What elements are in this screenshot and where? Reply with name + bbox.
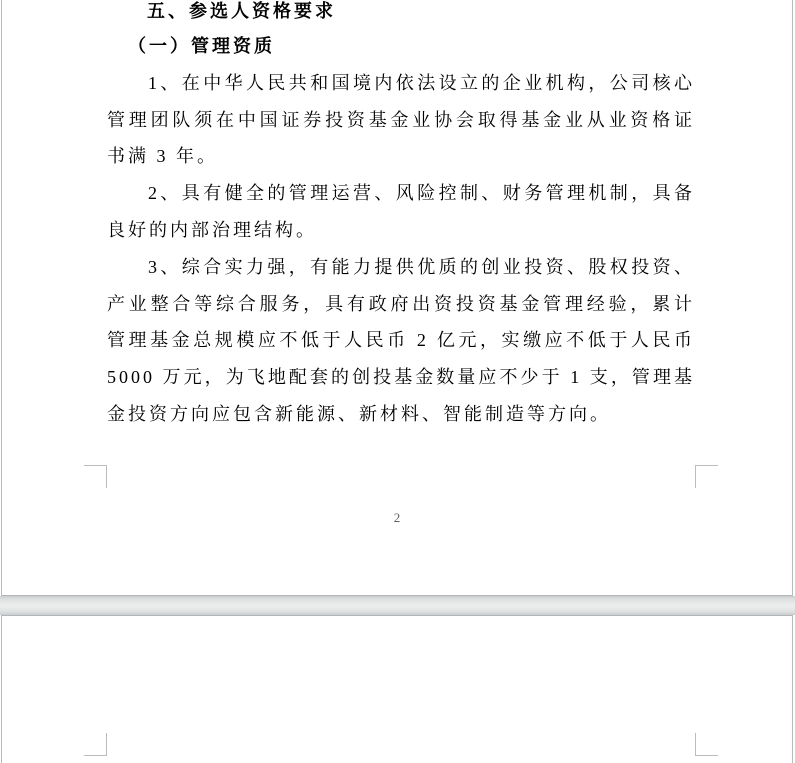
page-2[interactable]: [1, 0, 793, 596]
paragraph-3-line[interactable]: 5000 万元，为飞地配套的创投基金数量应不少于 1 支，管理基: [107, 367, 695, 388]
margin-mark-top-right-icon: [695, 733, 718, 756]
subsection-heading[interactable]: （一）管理资质: [128, 36, 275, 56]
paragraph-1-line[interactable]: 1、在中华人民共和国境内依法设立的企业机构，公司核心: [148, 72, 695, 93]
paragraph-1-line[interactable]: 书满 3 年。: [107, 146, 218, 167]
margin-mark-bottom-left-icon: [84, 465, 107, 488]
page-number: 2: [393, 510, 401, 525]
paragraph-2-line[interactable]: 2、具有健全的管理运营、风险控制、财务管理机制，具备: [148, 183, 695, 204]
margin-mark-bottom-right-icon: [695, 465, 718, 488]
margin-mark-top-left-icon: [84, 733, 107, 756]
page-gap: [0, 596, 795, 615]
paragraph-3-line[interactable]: 管理基金总规模应不低于人民币 2 亿元，实缴应不低于人民币: [107, 330, 695, 351]
page-3[interactable]: [1, 615, 793, 763]
paragraph-3-line[interactable]: 金投资方向应包含新能源、新材料、智能制造等方向。: [107, 403, 611, 424]
paragraph-3-line[interactable]: 3、综合实力强，有能力提供优质的创业投资、股权投资、: [148, 256, 695, 277]
paragraph-2-line[interactable]: 良好的内部治理结构。: [107, 219, 317, 240]
paragraph-1-line[interactable]: 管理团队须在中国证券投资基金业协会取得基金业从业资格证: [107, 109, 695, 130]
page-2-text-area[interactable]: [107, 0, 695, 433]
section-heading[interactable]: 五、参选人资格要求: [147, 1, 336, 21]
paragraph-3-line[interactable]: 产业整合等综合服务，具有政府出资投资基金管理经验，累计: [107, 293, 695, 314]
